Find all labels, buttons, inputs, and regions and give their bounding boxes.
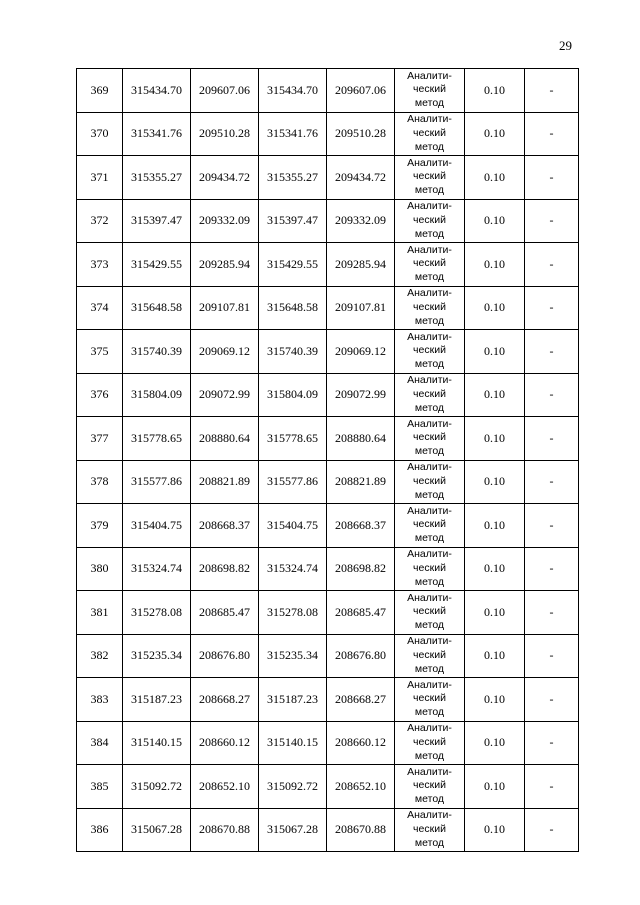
method-text-line: ческий [413,170,446,183]
x-coordinate-cell: 315404.75 [123,504,191,548]
method-cell [395,417,465,461]
y-coordinate-new-cell: 209107.81 [327,286,395,330]
point-number-cell: 370 [77,112,123,156]
method-text-line: метод [414,575,445,588]
y-coordinate-cell: 209069.12 [191,330,259,374]
x-coordinate-cell: 315648.58 [123,286,191,330]
point-number-cell: 373 [77,243,123,287]
method-text-line: Аналити- [407,809,452,822]
method-text-line: Аналити- [407,243,452,256]
method-text-line: метод [414,358,445,371]
method-text-line: метод [414,140,445,153]
x-coordinate-new-cell: 315355.27 [259,156,327,200]
y-coordinate-new-cell: 208685.47 [327,591,395,635]
x-coordinate-new-cell: 315341.76 [259,112,327,156]
accuracy-cell: 0.10 [465,330,525,374]
method-cell [395,504,465,548]
note-cell: - [525,721,579,765]
y-coordinate-cell: 208821.89 [191,460,259,504]
point-number-cell: 374 [77,286,123,330]
method-text-line: метод [414,227,445,240]
coordinates-table [76,68,579,852]
method-text-line: метод [414,532,445,545]
x-coordinate-new-cell: 315434.70 [259,69,327,113]
method-text-line: метод [414,445,445,458]
point-number-cell: 386 [77,808,123,852]
method-text-line: Аналити- [407,548,452,561]
method-text-line: Аналити- [407,287,452,300]
method-text-line: метод [414,836,445,849]
table-row [77,765,579,809]
method-text-line: Аналити- [407,461,452,474]
x-coordinate-cell: 315341.76 [123,112,191,156]
x-coordinate-cell: 315577.86 [123,460,191,504]
method-text-line: ческий [413,300,446,313]
y-coordinate-cell: 208668.37 [191,504,259,548]
method-text-line: Аналити- [407,374,452,387]
y-coordinate-new-cell: 208660.12 [327,721,395,765]
method-text-line: Аналити- [407,330,452,343]
method-text-line: метод [414,271,445,284]
point-number-cell: 376 [77,373,123,417]
point-number-cell: 382 [77,634,123,678]
y-coordinate-cell: 208660.12 [191,721,259,765]
x-coordinate-new-cell: 315778.65 [259,417,327,461]
x-coordinate-new-cell: 315429.55 [259,243,327,287]
method-text-line: ческий [413,344,446,357]
method-cell [395,330,465,374]
method-text-line: ческий [413,257,446,270]
table-row [77,330,579,374]
method-text-line: ческий [413,779,446,792]
point-number-cell: 371 [77,156,123,200]
y-coordinate-new-cell: 208698.82 [327,547,395,591]
method-text-line: ческий [413,561,446,574]
y-coordinate-new-cell: 208670.88 [327,808,395,852]
x-coordinate-new-cell: 315092.72 [259,765,327,809]
method-cell [395,243,465,287]
method-cell [395,460,465,504]
note-cell: - [525,765,579,809]
table-row [77,286,579,330]
method-text-line: ческий [413,126,446,139]
x-coordinate-new-cell: 315187.23 [259,678,327,722]
method-text-line: Аналити- [407,678,452,691]
accuracy-cell: 0.10 [465,460,525,504]
point-number-cell: 381 [77,591,123,635]
note-cell: - [525,243,579,287]
x-coordinate-cell: 315140.15 [123,721,191,765]
method-text-line: метод [414,619,445,632]
point-number-cell: 378 [77,460,123,504]
y-coordinate-cell: 208670.88 [191,808,259,852]
y-coordinate-cell: 209072.99 [191,373,259,417]
note-cell: - [525,69,579,113]
x-coordinate-cell: 315804.09 [123,373,191,417]
method-text-line: метод [414,97,445,110]
method-text-line: метод [414,662,445,675]
y-coordinate-cell: 209510.28 [191,112,259,156]
y-coordinate-new-cell: 209607.06 [327,69,395,113]
x-coordinate-new-cell: 315404.75 [259,504,327,548]
table-row [77,721,579,765]
table-body [77,69,579,852]
accuracy-cell: 0.10 [465,199,525,243]
x-coordinate-cell: 315235.34 [123,634,191,678]
accuracy-cell: 0.10 [465,765,525,809]
accuracy-cell: 0.10 [465,243,525,287]
x-coordinate-new-cell: 315740.39 [259,330,327,374]
y-coordinate-new-cell: 209072.99 [327,373,395,417]
method-text-line: ческий [413,648,446,661]
method-cell [395,156,465,200]
x-coordinate-new-cell: 315397.47 [259,199,327,243]
x-coordinate-new-cell: 315648.58 [259,286,327,330]
y-coordinate-cell: 208685.47 [191,591,259,635]
x-coordinate-new-cell: 315804.09 [259,373,327,417]
note-cell: - [525,678,579,722]
method-cell [395,199,465,243]
method-text-line: Аналити- [407,504,452,517]
y-coordinate-cell: 208880.64 [191,417,259,461]
method-text-line: ческий [413,431,446,444]
accuracy-cell: 0.10 [465,547,525,591]
x-coordinate-new-cell: 315067.28 [259,808,327,852]
accuracy-cell: 0.10 [465,69,525,113]
table-row [77,112,579,156]
method-text-line: ческий [413,692,446,705]
method-text-line: Аналити- [407,200,452,213]
y-coordinate-new-cell: 209510.28 [327,112,395,156]
table-row [77,69,579,113]
accuracy-cell: 0.10 [465,634,525,678]
method-text-line: ческий [413,605,446,618]
accuracy-cell: 0.10 [465,417,525,461]
note-cell: - [525,417,579,461]
y-coordinate-new-cell: 208880.64 [327,417,395,461]
note-cell: - [525,808,579,852]
table-row [77,634,579,678]
y-coordinate-new-cell: 208652.10 [327,765,395,809]
accuracy-cell: 0.10 [465,504,525,548]
method-text-line: Аналити- [407,113,452,126]
table-row [77,591,579,635]
method-cell [395,765,465,809]
note-cell: - [525,156,579,200]
method-text-line: ческий [413,822,446,835]
method-text-line: метод [414,184,445,197]
method-text-line: метод [414,401,445,414]
point-number-cell: 377 [77,417,123,461]
method-cell [395,112,465,156]
y-coordinate-cell: 208668.27 [191,678,259,722]
accuracy-cell: 0.10 [465,156,525,200]
method-cell [395,808,465,852]
method-cell [395,721,465,765]
table-row [77,243,579,287]
note-cell: - [525,286,579,330]
note-cell: - [525,547,579,591]
method-text-line: Аналити- [407,635,452,648]
x-coordinate-cell: 315355.27 [123,156,191,200]
method-text-line: Аналити- [407,765,452,778]
x-coordinate-cell: 315434.70 [123,69,191,113]
note-cell: - [525,634,579,678]
note-cell: - [525,504,579,548]
accuracy-cell: 0.10 [465,678,525,722]
method-text-line: Аналити- [407,156,452,169]
accuracy-cell: 0.10 [465,373,525,417]
y-coordinate-new-cell: 208668.37 [327,504,395,548]
y-coordinate-new-cell: 209285.94 [327,243,395,287]
point-number-cell: 375 [77,330,123,374]
x-coordinate-new-cell: 315235.34 [259,634,327,678]
method-cell [395,547,465,591]
y-coordinate-new-cell: 209434.72 [327,156,395,200]
method-text-line: ческий [413,213,446,226]
method-text-line: метод [414,793,445,806]
x-coordinate-cell: 315740.39 [123,330,191,374]
point-number-cell: 369 [77,69,123,113]
x-coordinate-new-cell: 315140.15 [259,721,327,765]
x-coordinate-new-cell: 315577.86 [259,460,327,504]
y-coordinate-cell: 209434.72 [191,156,259,200]
accuracy-cell: 0.10 [465,286,525,330]
y-coordinate-cell: 208676.80 [191,634,259,678]
y-coordinate-new-cell: 208668.27 [327,678,395,722]
method-cell [395,634,465,678]
method-text-line: Аналити- [407,417,452,430]
y-coordinate-cell: 209332.09 [191,199,259,243]
table-row [77,156,579,200]
y-coordinate-new-cell: 208676.80 [327,634,395,678]
x-coordinate-cell: 315092.72 [123,765,191,809]
method-cell [395,678,465,722]
table-row [77,199,579,243]
x-coordinate-cell: 315067.28 [123,808,191,852]
method-text-line: метод [414,749,445,762]
method-text-line: метод [414,314,445,327]
y-coordinate-new-cell: 208821.89 [327,460,395,504]
method-text-line: Аналити- [407,722,452,735]
table-row [77,547,579,591]
x-coordinate-cell: 315429.55 [123,243,191,287]
method-text-line: Аналити- [407,69,452,82]
page-number: 29 [559,38,572,53]
note-cell: - [525,460,579,504]
x-coordinate-cell: 315397.47 [123,199,191,243]
table-row [77,504,579,548]
point-number-cell: 383 [77,678,123,722]
y-coordinate-cell: 208652.10 [191,765,259,809]
point-number-cell: 380 [77,547,123,591]
method-text-line: метод [414,706,445,719]
x-coordinate-cell: 315187.23 [123,678,191,722]
table-row [77,373,579,417]
y-coordinate-new-cell: 209332.09 [327,199,395,243]
method-cell [395,286,465,330]
method-text-line: ческий [413,735,446,748]
table-row [77,808,579,852]
note-cell: - [525,330,579,374]
accuracy-cell: 0.10 [465,808,525,852]
x-coordinate-new-cell: 315324.74 [259,547,327,591]
method-text-line: метод [414,488,445,501]
y-coordinate-cell: 209107.81 [191,286,259,330]
y-coordinate-new-cell: 209069.12 [327,330,395,374]
y-coordinate-cell: 209285.94 [191,243,259,287]
note-cell: - [525,591,579,635]
x-coordinate-cell: 315778.65 [123,417,191,461]
point-number-cell: 372 [77,199,123,243]
y-coordinate-cell: 209607.06 [191,69,259,113]
table-row [77,460,579,504]
y-coordinate-cell: 208698.82 [191,547,259,591]
accuracy-cell: 0.10 [465,591,525,635]
note-cell: - [525,373,579,417]
x-coordinate-cell: 315278.08 [123,591,191,635]
x-coordinate-cell: 315324.74 [123,547,191,591]
method-text-line: ческий [413,474,446,487]
method-text-line: ческий [413,83,446,96]
accuracy-cell: 0.10 [465,112,525,156]
method-cell [395,373,465,417]
point-number-cell: 384 [77,721,123,765]
accuracy-cell: 0.10 [465,721,525,765]
method-text-line: ческий [413,518,446,531]
table-row [77,417,579,461]
note-cell: - [525,199,579,243]
x-coordinate-new-cell: 315278.08 [259,591,327,635]
note-cell: - [525,112,579,156]
method-cell [395,69,465,113]
method-cell [395,591,465,635]
table-row [77,678,579,722]
point-number-cell: 385 [77,765,123,809]
point-number-cell: 379 [77,504,123,548]
method-text-line: ческий [413,387,446,400]
method-text-line: Аналити- [407,591,452,604]
